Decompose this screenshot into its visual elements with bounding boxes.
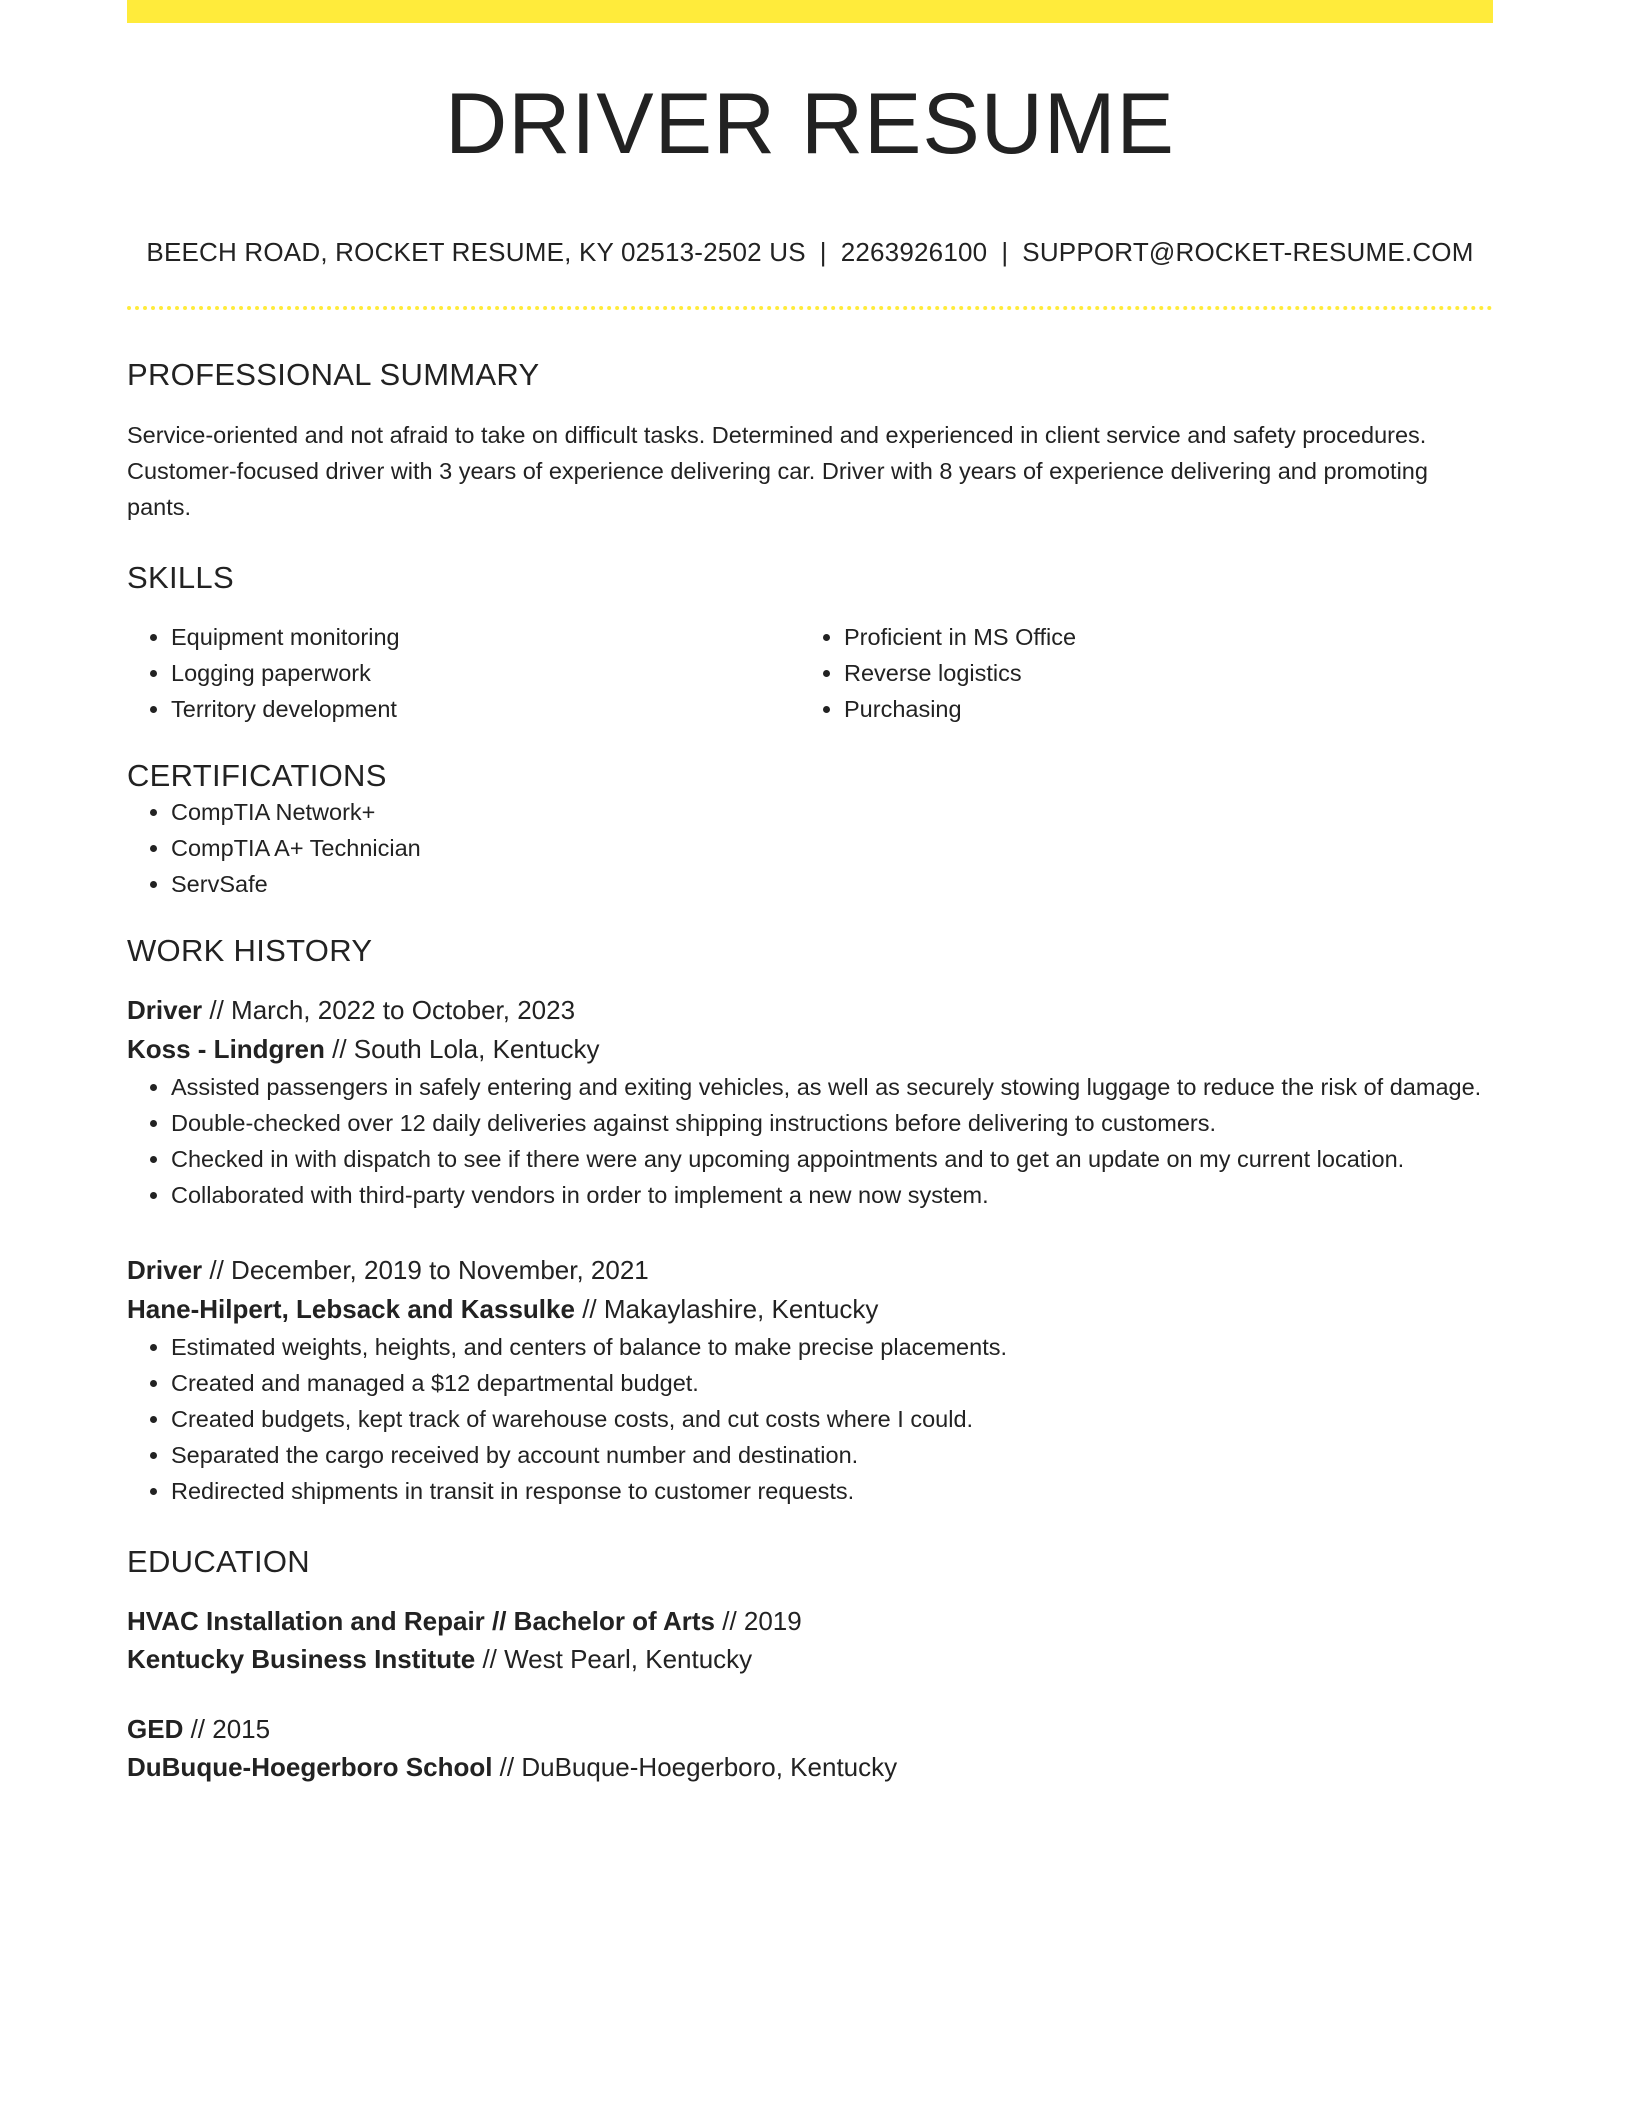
certifications-list (127, 794, 1493, 902)
certification-item: • ServSafe (171, 866, 1493, 902)
job-title-line (127, 991, 1493, 1030)
education-year: // 2015 (190, 1714, 271, 1745)
summary-heading: PROFESSIONAL SUMMARY (127, 357, 540, 393)
dotted-divider (127, 306, 1493, 310)
job-entry (127, 1251, 1493, 1509)
job-duty-item: • Redirected shipments in transit in response to customer requests. (171, 1473, 1493, 1509)
education-heading: EDUCATION (127, 1543, 310, 1579)
job-location: // Makaylashire, Kentucky (582, 1293, 879, 1324)
job-duty-item: • Assisted passengers in safely entering and exiting vehicles, as well as securely stowing luggage to reduce the risk of damage. (171, 1069, 1493, 1105)
job-header (127, 1251, 1493, 1329)
job-location: // South Lola, Kentucky (332, 1033, 600, 1064)
contact-address: BEECH ROAD, ROCKET RESUME, KY 02513-2502 US (146, 237, 806, 267)
education-degree: GED (127, 1714, 184, 1745)
resume-page (127, 0, 1493, 1786)
skill-item: • Purchasing (844, 691, 1473, 727)
accent-top-bar (127, 0, 1493, 23)
job-title: Driver (127, 1254, 203, 1285)
summary-text: Service-oriented and not afraid to take on difficult tasks. Determined and experienced in client service and safety procedures. Customer-focused driver with 3 years of experience delivering car. Driver with 8 years of experience delivering and promoting pants. (127, 422, 1428, 521)
education-year: // 2019 (722, 1606, 802, 1637)
skills-column-left (127, 619, 800, 727)
job-company: Koss - Lindgren (127, 1033, 325, 1064)
education-school-line (127, 1640, 1493, 1678)
job-title-line (127, 1251, 1493, 1290)
job-header (127, 991, 1493, 1069)
contact-email: SUPPORT@ROCKET-RESUME.COM (1022, 237, 1474, 267)
skill-item: • Proficient in MS Office (844, 619, 1473, 655)
education-location: // DuBuque-Hoegerboro, Kentucky (499, 1752, 898, 1783)
education-school: Kentucky Business Institute (127, 1644, 476, 1675)
job-duty-item: • Created budgets, kept track of warehouse costs, and cut costs where I could. (171, 1401, 1493, 1437)
skills-column-right (800, 619, 1473, 727)
education-degree-line (127, 1710, 1493, 1748)
job-duties-list (127, 1069, 1493, 1213)
education-location: // West Pearl, Kentucky (482, 1644, 753, 1675)
skill-item: • Territory development (171, 691, 800, 727)
skills-list-left (127, 619, 800, 727)
education-entry (127, 1710, 1493, 1786)
job-entry (127, 991, 1493, 1213)
work-history-heading: WORK HISTORY (127, 932, 373, 968)
education-entry (127, 1602, 1493, 1678)
certification-item: • CompTIA Network+ (171, 794, 1493, 830)
skill-item: • Logging paperwork (171, 655, 800, 691)
certification-item: • CompTIA A+ Technician (171, 830, 1493, 866)
skills-list-right (800, 619, 1473, 727)
education-school-line (127, 1748, 1493, 1786)
job-duties-list (127, 1329, 1493, 1509)
education-degree-line (127, 1602, 1493, 1640)
skill-item: • Equipment monitoring (171, 619, 800, 655)
job-dates: // December, 2019 to November, 2021 (209, 1254, 649, 1285)
education-degree: HVAC Installation and Repair // Bachelor of Arts (127, 1606, 715, 1637)
job-duty-item: • Collaborated with third-party vendors in order to implement a new now system. (171, 1177, 1493, 1213)
contact-separator: | (1001, 237, 1009, 267)
skill-item: • Reverse logistics (844, 655, 1473, 691)
resume-title: DRIVER RESUME (445, 76, 1175, 172)
contact-line (127, 237, 1493, 268)
job-company-line (127, 1030, 1493, 1069)
contact-phone: 2263926100 (840, 237, 988, 267)
job-company: Hane-Hilpert, Lebsack and Kassulke (127, 1293, 575, 1324)
skills-heading: SKILLS (127, 560, 234, 596)
job-title: Driver (127, 994, 203, 1025)
job-dates: // March, 2022 to October, 2023 (209, 994, 576, 1025)
job-duty-item: • Checked in with dispatch to see if there were any upcoming appointments and to get an update on my current location. (171, 1141, 1493, 1177)
job-duty-item: • Separated the cargo received by account number and destination. (171, 1437, 1493, 1473)
job-duty-item: • Double-checked over 12 daily deliveries against shipping instructions before delivering to customers. (171, 1105, 1493, 1141)
certifications-heading: CERTIFICATIONS (127, 757, 387, 793)
education-school: DuBuque-Hoegerboro School (127, 1752, 493, 1783)
skills-grid (127, 619, 1493, 727)
job-duty-item: • Estimated weights, heights, and centers of balance to make precise placements. (171, 1329, 1493, 1365)
contact-separator: | (819, 237, 827, 267)
job-company-line (127, 1290, 1493, 1329)
job-duty-item: • Created and managed a $12 departmental budget. (171, 1365, 1493, 1401)
